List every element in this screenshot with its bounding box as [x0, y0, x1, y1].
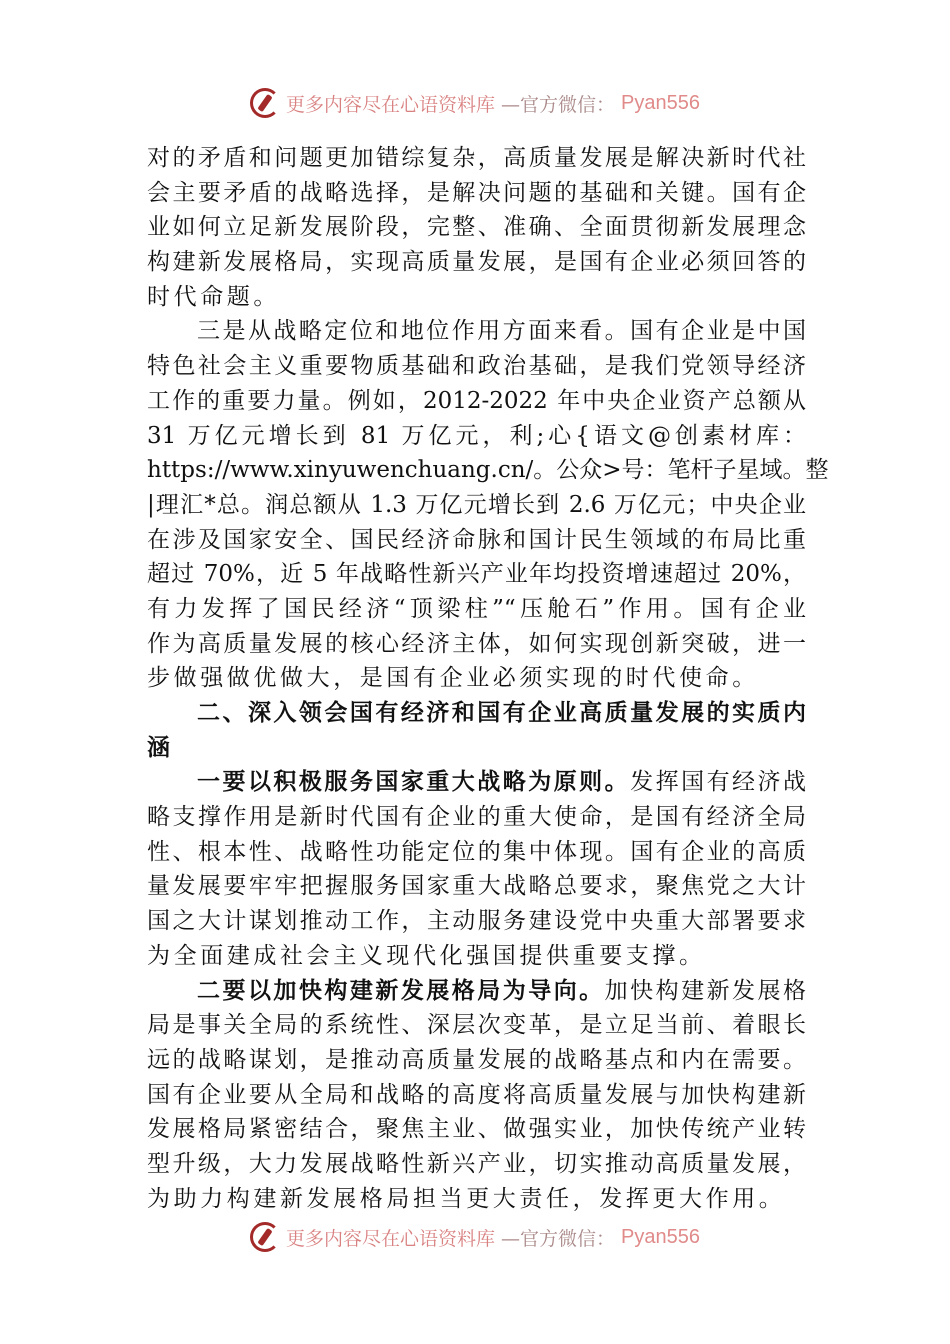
- line-text: 性、根本性、战略性功能定位的集中体现。国有企业的高质: [147, 838, 806, 865]
- line-text: 略支撑作用是新时代国有企业的重大使命，是国有经济全局: [147, 804, 806, 831]
- line-text: 构建新发展格局，实现高质量发展，是国有企业必须回答的: [147, 249, 806, 276]
- text-line: [147, 314, 806, 349]
- line-text: 工作的重要力量。例如，2012-2022 年中央企业资产总额从: [147, 387, 806, 414]
- header-watermark: [0, 88, 950, 118]
- line-text: 作为高质量发展的核心经济主体，如何实现创新突破，进一: [147, 630, 806, 657]
- text-line: [147, 349, 806, 384]
- watermark-wechat-id: Pyan556: [621, 91, 700, 114]
- section-heading-line: [147, 696, 806, 731]
- line-text: 为全面建成社会主义现代化强国提供重要支撑。: [147, 942, 706, 969]
- text-line: [147, 765, 806, 800]
- text-line: [147, 904, 806, 939]
- text-line: [147, 1008, 806, 1043]
- text-line: [147, 453, 829, 488]
- text-line: [147, 939, 806, 974]
- line-text: 加快构建新发展格: [604, 977, 807, 1004]
- line-text: 业如何立足新发展阶段，完整、准确、全面贯彻新发展理念: [147, 214, 806, 241]
- text-line: [147, 384, 806, 419]
- line-text: |理汇*总。润总额从 1.3 万亿元增长到 2.6 万亿元；中央企业: [147, 491, 806, 518]
- bold-lead-text: 二要以加快构建新发展格局为导向。: [197, 977, 605, 1004]
- watermark-wechat-label: —官方微信：: [501, 93, 616, 116]
- line-text: 为助力构建新发展格局担当更大责任，发挥更大作用。: [147, 1185, 786, 1212]
- text-line: [147, 800, 806, 835]
- text-line: [147, 627, 806, 662]
- text-line: [147, 974, 806, 1009]
- line-text: 发展格局紧密结合，聚焦主业、做强实业，加快传统产业转: [147, 1116, 806, 1143]
- bold-lead-text: 一要以积极服务国家重大战略为原则。: [197, 769, 631, 796]
- footer-watermark: [0, 1222, 950, 1252]
- line-text: https://www.xinyuwenchuang.cn/。公众>号：笔杆子星域。整: [147, 457, 829, 484]
- pen-logo-icon: [250, 1222, 280, 1252]
- text-line: [147, 1078, 806, 1113]
- line-text: 31 万亿元增长到 81 万亿元，利;心{语文@创素材库：: [147, 422, 806, 449]
- watermark-wechat-id: Pyan556: [621, 1225, 700, 1248]
- line-text: 发挥国有经济战: [630, 769, 807, 796]
- line-text: 会主要矛盾的战略选择，是解决问题的基础和关键。国有企: [147, 179, 806, 206]
- section-heading-line: [147, 731, 806, 766]
- line-text: 步做强做优做大，是国有企业必须实现的时代使命。: [147, 665, 759, 692]
- line-text: 远的战略谋划，是推动高质量发展的战略基点和内在需要。: [147, 1046, 806, 1073]
- line-text: 国之大计谋划推动工作，主动服务建设党中央重大部署要求: [147, 908, 806, 935]
- text-line: [147, 176, 806, 211]
- text-line: [147, 1182, 806, 1217]
- pen-logo-icon: [250, 88, 280, 118]
- text-line: [147, 1043, 806, 1078]
- line-text: 特色社会主义重要物质基础和政治基础，是我们党领导经济: [147, 353, 806, 380]
- text-line: [147, 592, 806, 627]
- text-line: [147, 210, 806, 245]
- watermark-text: 更多内容尽在心语资料库: [286, 93, 496, 116]
- text-line: [147, 835, 806, 870]
- text-line: [147, 141, 806, 176]
- line-text: 对的矛盾和问题更加错综复杂，高质量发展是解决新时代社: [147, 145, 806, 171]
- text-line: [147, 280, 806, 315]
- text-line: [147, 419, 806, 454]
- line-text: 时代命题。: [147, 283, 280, 310]
- line-text: 超过 70%，近 5 年战略性新兴产业年均投资增速超过 20%，: [147, 561, 806, 588]
- text-line: [147, 869, 806, 904]
- text-line: [147, 1112, 806, 1147]
- watermark-wechat-label: —官方微信：: [501, 1227, 616, 1250]
- text-line: [147, 661, 806, 696]
- line-text: 国有企业要从全局和战略的高度将高质量发展与加快构建新: [147, 1081, 806, 1108]
- line-text: 型升级，大力发展战略性新兴产业，切实推动高质量发展，: [147, 1150, 806, 1177]
- line-text: 三是从战略定位和地位作用方面来看。国有企业是中国: [197, 318, 806, 345]
- line-text: 涵: [147, 734, 174, 761]
- line-text: 在涉及国家安全、国民经济命脉和国计民生领域的布局比重: [147, 526, 806, 553]
- line-text: 量发展要牢牢把握服务国家重大战略总要求，聚焦党之大计: [147, 873, 806, 900]
- text-line: [147, 1147, 806, 1182]
- text-line: [147, 523, 806, 558]
- text-line: [147, 488, 806, 523]
- line-text: 二、深入领会国有经济和国有企业高质量发展的实质内: [197, 700, 806, 726]
- text-line: [147, 245, 806, 280]
- watermark-text: 更多内容尽在心语资料库: [286, 1227, 496, 1250]
- text-line: [147, 557, 806, 592]
- document-body: [147, 141, 829, 1216]
- line-text: 有力发挥了国民经济“顶梁柱”“压舱石”作用。国有企业: [147, 595, 806, 622]
- line-text: 局是事关全局的系统性、深层次变革，是立足当前、着眼长: [147, 1012, 806, 1039]
